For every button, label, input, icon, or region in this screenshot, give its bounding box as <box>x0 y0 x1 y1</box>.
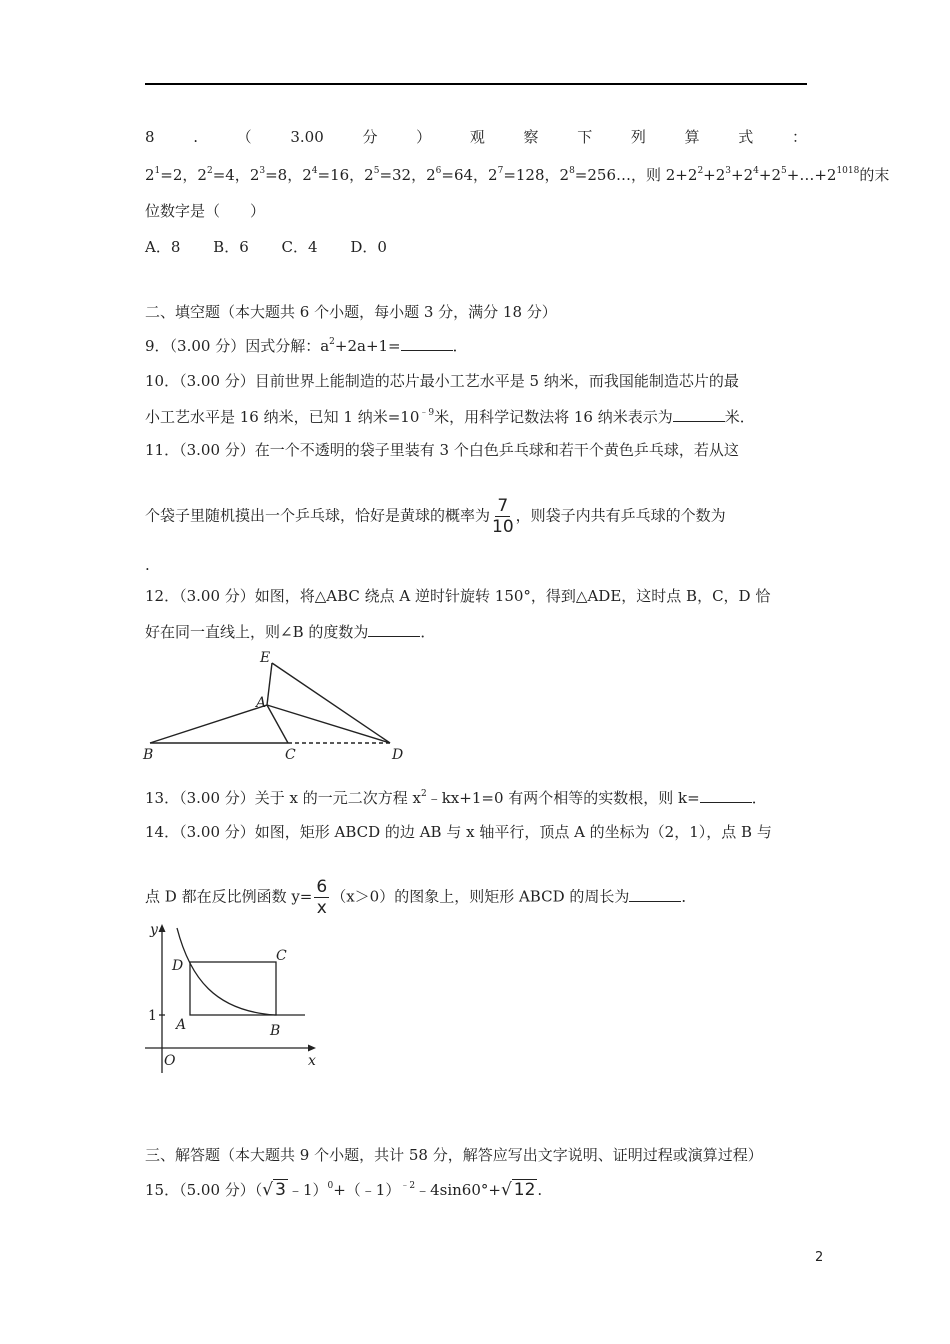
label-c: C <box>276 948 287 964</box>
header-rule <box>145 83 807 85</box>
y-axis-arrow-icon <box>159 924 166 932</box>
q8-option-b[interactable]: B．6 <box>213 238 249 256</box>
x-axis-arrow-icon <box>308 1045 316 1052</box>
q8-question-end: 位数字是（ ） <box>145 202 266 220</box>
q12-line1: 12．（3.00 分）如图，将△ABC 绕点 A 逆时针旋转 150°，得到△ADE，这时点 B，C，D 恰 <box>145 587 771 605</box>
q8-option-d[interactable]: D．0 <box>350 238 387 256</box>
sqrt-3: √ 3 <box>262 1180 286 1200</box>
q11-line2: 个袋子里随机摸出一个乒乓球，恰好是黄球的概率为 $\frac{7}{10}$ ，则袋子内共有乒乓球的个数为 <box>145 496 726 537</box>
q15: 15．（5.00 分）（√ 3 ﹣1）$^0$+（﹣1）$^{﹣2}$﹣4sin60°+√ 12 . <box>145 1180 543 1200</box>
q10-line1: 10．（3.00 分）目前世界上能制造的芯片最小工艺水平是 5 纳米，而我国能制造芯片的最 <box>145 372 739 390</box>
label-a: A <box>176 1017 187 1033</box>
q8-option-c[interactable]: C．4 <box>281 238 318 256</box>
q11-line1: 11．（3.00 分）在一个不透明的袋子里装有 3 个白色乒乓球和若干个黄色乒乓球，若从这 <box>145 441 739 459</box>
sqrt-12: √ 12 <box>500 1180 536 1200</box>
q11-line3: . <box>145 556 150 574</box>
q8-header: 8 . （ 3.00 分 ） 观 察 下 列 算 式 ： <box>145 128 807 146</box>
label-b: B <box>143 747 154 763</box>
segment-ab <box>150 705 267 743</box>
q8-options <box>145 237 807 257</box>
label-y: y <box>150 922 158 938</box>
label-a: A <box>256 695 267 711</box>
q12-answer-blank[interactable] <box>368 622 420 637</box>
label-d: D <box>172 958 184 974</box>
q10-line2: 小工艺水平是 16 纳米，已知 1 纳米$=10^{﹣9}$米，用科学记数法将 16 纳米表示为 米． <box>145 408 755 426</box>
label-c: C <box>285 747 296 763</box>
q12-line2: 好在同一直线上，则∠B 的度数为 ． <box>145 623 436 641</box>
label-x: x <box>308 1053 316 1069</box>
label-d: D <box>392 747 404 763</box>
q14-line1: 14．（3.00 分）如图，矩形 ABCD 的边 AB 与 x 轴平行，顶点 A 的坐标为（2，1），点 B 与 <box>145 823 772 841</box>
label-origin: O <box>164 1053 176 1069</box>
q8-powers-line: $2^1=2$，$2^2=4$，$2^3=8$，$2^4=16$，$2^5=32$，$2^6=64$，$2^7=128$，$2^8=256\dots$，则 $2+2^2+2^3+2^4+2^5+\dots+2^{1018}$的末 <box>145 166 890 184</box>
q14-function-fraction: $\frac{6}{x}$ <box>316 877 328 918</box>
rectangle-abcd <box>190 962 276 1015</box>
segment-ed <box>272 663 390 743</box>
segment-ea <box>267 663 272 705</box>
q10-answer-blank[interactable] <box>673 407 725 422</box>
q14-rectangle-hyperbola-figure <box>140 918 335 1080</box>
q14-line2: 点 D 都在反比例函数 y= $\frac{6}{x}$ （x＞0）的图象上，则矩形 ABCD 的周长为 ． <box>145 877 697 918</box>
label-one: 1 <box>148 1008 157 1024</box>
section-2-title: 二、填空题（本大题共 6 个小题，每小题 3 分，满分 18 分） <box>145 303 557 321</box>
page-number: 2 <box>815 1250 824 1265</box>
label-e: E <box>260 650 271 666</box>
section-3-title: 三、解答题（本大题共 9 个小题，共计 58 分，解答应写出文字说明、证明过程或演算过程） <box>145 1146 763 1164</box>
hyperbola-curve <box>177 928 305 1015</box>
q9-answer-blank[interactable] <box>401 336 453 351</box>
q11-probability-fraction: $\frac{7}{10}$ <box>492 496 514 537</box>
q12-triangle-figure <box>140 645 420 767</box>
label-b: B <box>270 1023 281 1039</box>
q13-answer-blank[interactable] <box>700 788 752 803</box>
q9: 9．（3.00 分）因式分解：$a^2+2a+1=$ ． <box>145 337 468 355</box>
q14-answer-blank[interactable] <box>629 887 681 902</box>
q8-option-a[interactable]: A．8 <box>145 238 181 256</box>
q13: 13．（3.00 分）关于 x 的一元二次方程 $x^2﹣kx+1=0$ 有两个相等的实数根，则 k= ． <box>145 789 767 807</box>
